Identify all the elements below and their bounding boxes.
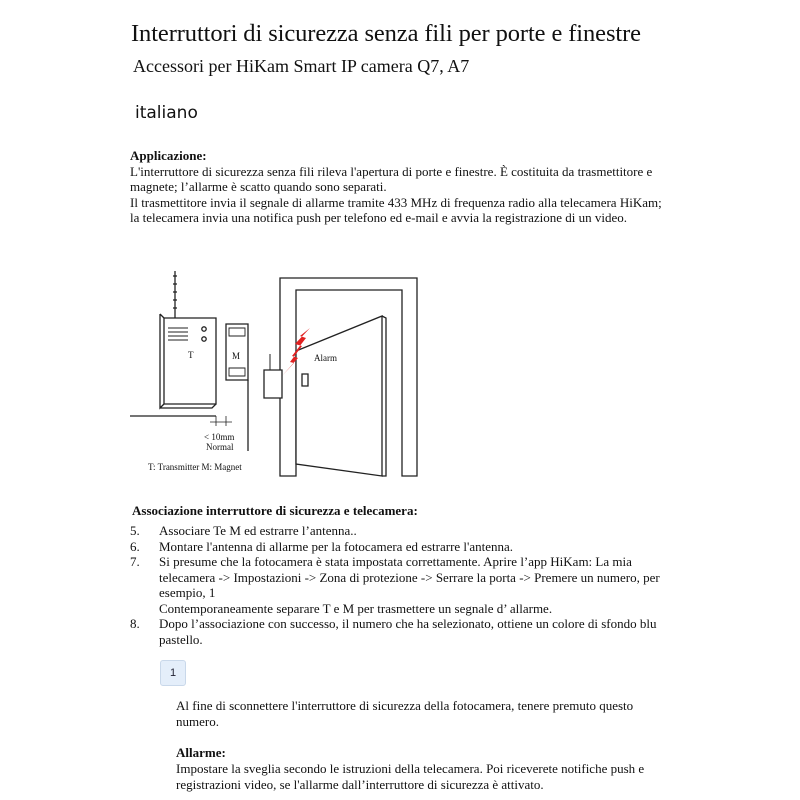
diagram-magnet-label: M	[232, 351, 241, 361]
alarm-heading: Allarme:	[176, 745, 226, 760]
frame-transmitter	[264, 370, 282, 398]
step-text: Dopo l’associazione con successo, il numero che ha selezionato, ottiene un colore di sfondo blu pastello.	[159, 616, 657, 647]
door-panel	[296, 316, 382, 476]
installation-diagram	[130, 266, 420, 478]
document-subtitle: Accessori per HiKam Smart IP camera Q7, A7	[133, 56, 470, 76]
application-paragraph-1: L'interruttore di sicurezza senza fili rileva l'apertura di porte e finestre. È costituita da trasmettitore e magnete; l’allarme è scatto quando sono separati.	[130, 163, 653, 194]
application-heading: Applicazione:	[130, 148, 207, 163]
list-item	[130, 554, 690, 616]
step-text: Associare Te M ed estrarre l’antenna..	[159, 523, 357, 538]
step-number: 5.	[130, 523, 140, 538]
language-label: italiano	[135, 103, 198, 123]
step-extra-text: Contemporaneamente separare T e M per trasmettere un segnale d’ allarme.	[159, 600, 553, 616]
diagram-legend: T: Transmitter M: Magnet	[148, 462, 242, 472]
application-section	[130, 148, 670, 226]
alarm-text: Impostare la sveglia secondo le istruzioni della telecamera. Poi riceverete notifiche push e registrazioni video, se l'allarme dall’interruttore di sicurezza è attivato.	[176, 761, 645, 792]
step-number: 8.	[130, 616, 140, 631]
step-number: 7.	[130, 554, 140, 569]
diagram-distance-sub: Normal	[206, 442, 234, 452]
diagram-transmitter-label: T	[188, 350, 194, 360]
diagram-alarm-label: Alarm	[314, 353, 337, 363]
door-magnet	[302, 374, 308, 386]
disconnect-text: Al fine di sconnettere l'interruttore di sicurezza della fotocamera, tenere premuto questo numero.	[176, 698, 634, 729]
diagram-distance-label: < 10mm	[204, 432, 235, 442]
step-number: 6.	[130, 538, 140, 554]
association-steps	[130, 523, 690, 647]
document-title: Interruttori di sicurezza senza fili per porte e finestre	[131, 20, 641, 47]
zone-number-button[interactable]: 1	[160, 660, 186, 686]
step-text: Montare l'antenna di allarme per la fotocamera ed estrarre l'antenna.	[159, 538, 514, 554]
association-heading: Associazione interruttore di sicurezza e telecamera:	[132, 503, 418, 518]
list-item	[130, 523, 690, 539]
transmitter-body	[164, 318, 216, 404]
list-item	[130, 616, 690, 647]
list-item	[130, 539, 690, 555]
step-text: Si presume che la fotocamera è stata impostata correttamente. Aprire l’app HiKam: La mia telecamera -> Impostazioni -> Zona di protezione -> Serrare la porta -> Premere un numero, per esempio, 1	[159, 554, 660, 600]
application-paragraph-2: Il trasmettitore invia il segnale di allarme tramite 433 MHz di frequenza radio alla telecamera HiKam; la telecamera invia una notifica push per telefono ed e-mail e avvia la registrazione di un video.	[130, 194, 662, 225]
